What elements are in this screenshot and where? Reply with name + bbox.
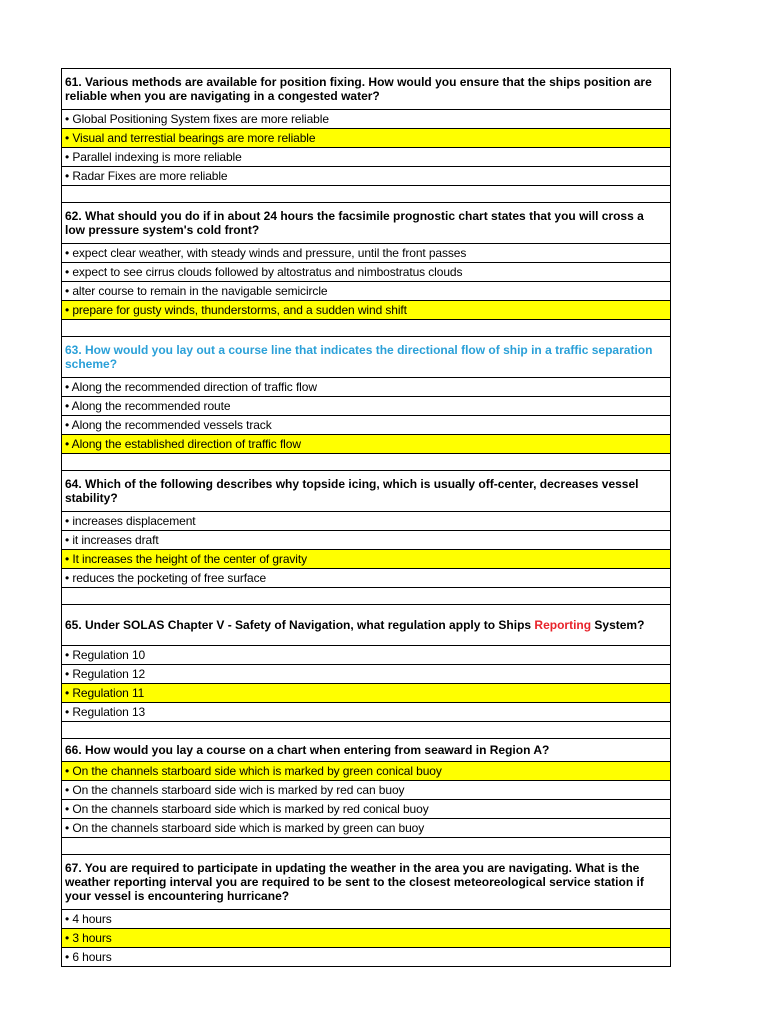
option-row xyxy=(62,819,671,838)
correct-option-text: • Regulation 11 xyxy=(62,684,671,703)
option-row xyxy=(62,665,671,684)
option-row xyxy=(62,148,671,167)
question-text: 63. How would you lay out a course line that indicates the directional flow of ship in a traffic separation scheme? xyxy=(62,337,671,378)
option-text: • increases displacement xyxy=(62,512,671,531)
option-row xyxy=(62,244,671,263)
question-row xyxy=(62,471,671,512)
question-text: 64. Which of the following describes why topside icing, which is usually off-center, decreases vessel stability? xyxy=(62,471,671,512)
option-text: • 4 hours xyxy=(62,910,671,929)
option-text: • expect to see cirrus clouds followed by altostratus and nimbostratus clouds xyxy=(62,263,671,282)
option-row xyxy=(62,569,671,588)
option-row xyxy=(62,282,671,301)
option-row xyxy=(62,781,671,800)
question-row xyxy=(62,855,671,910)
question-text: 66. How would you lay a course on a chart when entering from seaward in Region A? xyxy=(62,739,671,762)
spacer-row xyxy=(62,588,671,605)
option-row xyxy=(62,435,671,454)
option-row xyxy=(62,378,671,397)
question-row xyxy=(62,69,671,110)
option-row xyxy=(62,929,671,948)
option-row xyxy=(62,948,671,967)
spacer-row xyxy=(62,722,671,739)
option-text: • On the channels starboard side which is marked by red conical buoy xyxy=(62,800,671,819)
option-text: • Along the recommended route xyxy=(62,397,671,416)
option-row xyxy=(62,301,671,320)
option-row xyxy=(62,646,671,665)
option-text: • reduces the pocketing of free surface xyxy=(62,569,671,588)
correct-option-text: • Visual and terrestial bearings are more reliable xyxy=(62,129,671,148)
spacer-cell xyxy=(62,454,671,471)
question-text xyxy=(62,605,671,646)
question-row xyxy=(62,203,671,244)
option-row xyxy=(62,416,671,435)
question-text-end: System? xyxy=(591,618,645,632)
option-text: • expect clear weather, with steady winds and pressure, until the front passes xyxy=(62,244,671,263)
question-text-start: 65. Under SOLAS Chapter V - Safety of Navigation, what regulation apply to Ships xyxy=(65,618,535,632)
option-text: • On the channels starboard side which is marked by green can buoy xyxy=(62,819,671,838)
option-row xyxy=(62,110,671,129)
option-row xyxy=(62,550,671,569)
correct-option-text: • prepare for gusty winds, thunderstorms, and a sudden wind shift xyxy=(62,301,671,320)
question-text: 67. You are required to participate in updating the weather in the area you are navigating. What is the weather reporting interval you are required to be sent to the closest meteoreological service station if your vessel is encountering hurricane? xyxy=(62,855,671,910)
question-row xyxy=(62,605,671,646)
option-text: • Parallel indexing is more reliable xyxy=(62,148,671,167)
question-text: 62. What should you do if in about 24 hours the facsimile prognostic chart states that you will cross a low pressure system's cold front? xyxy=(62,203,671,244)
option-text: • Regulation 13 xyxy=(62,703,671,722)
option-text: • Along the recommended direction of traffic flow xyxy=(62,378,671,397)
question-row xyxy=(62,337,671,378)
correct-option-text: • On the channels starboard side which is marked by green conical buoy xyxy=(62,762,671,781)
spacer-row xyxy=(62,838,671,855)
option-text: • Along the recommended vessels track xyxy=(62,416,671,435)
question-text: 61. Various methods are available for position fixing. How would you ensure that the ships position are reliable when you are navigating in a congested water? xyxy=(62,69,671,110)
option-row xyxy=(62,910,671,929)
question-sheet xyxy=(61,68,671,967)
option-text: • it increases draft xyxy=(62,531,671,550)
spacer-cell xyxy=(62,186,671,203)
option-text: • alter course to remain in the navigable semicircle xyxy=(62,282,671,301)
spacer-cell xyxy=(62,838,671,855)
question-highlight-word: Reporting xyxy=(534,618,592,632)
correct-option-text: • 3 hours xyxy=(62,929,671,948)
question-row xyxy=(62,739,671,762)
option-text: • 6 hours xyxy=(62,948,671,967)
option-row xyxy=(62,800,671,819)
option-text: • Radar Fixes are more reliable xyxy=(62,167,671,186)
spacer-row xyxy=(62,320,671,337)
spacer-row xyxy=(62,454,671,471)
option-row xyxy=(62,167,671,186)
option-text: • On the channels starboard side wich is marked by red can buoy xyxy=(62,781,671,800)
option-row xyxy=(62,512,671,531)
option-row xyxy=(62,684,671,703)
spacer-cell xyxy=(62,722,671,739)
correct-option-text: • It increases the height of the center of gravity xyxy=(62,550,671,569)
option-row xyxy=(62,129,671,148)
option-row xyxy=(62,703,671,722)
option-text: • Global Positioning System fixes are more reliable xyxy=(62,110,671,129)
option-row xyxy=(62,263,671,282)
option-row xyxy=(62,762,671,781)
option-row xyxy=(62,531,671,550)
correct-option-text: • Along the established direction of traffic flow xyxy=(62,435,671,454)
option-text: • Regulation 12 xyxy=(62,665,671,684)
option-row xyxy=(62,397,671,416)
question-table xyxy=(61,68,671,967)
spacer-cell xyxy=(62,320,671,337)
spacer-row xyxy=(62,186,671,203)
spacer-cell xyxy=(62,588,671,605)
option-text: • Regulation 10 xyxy=(62,646,671,665)
